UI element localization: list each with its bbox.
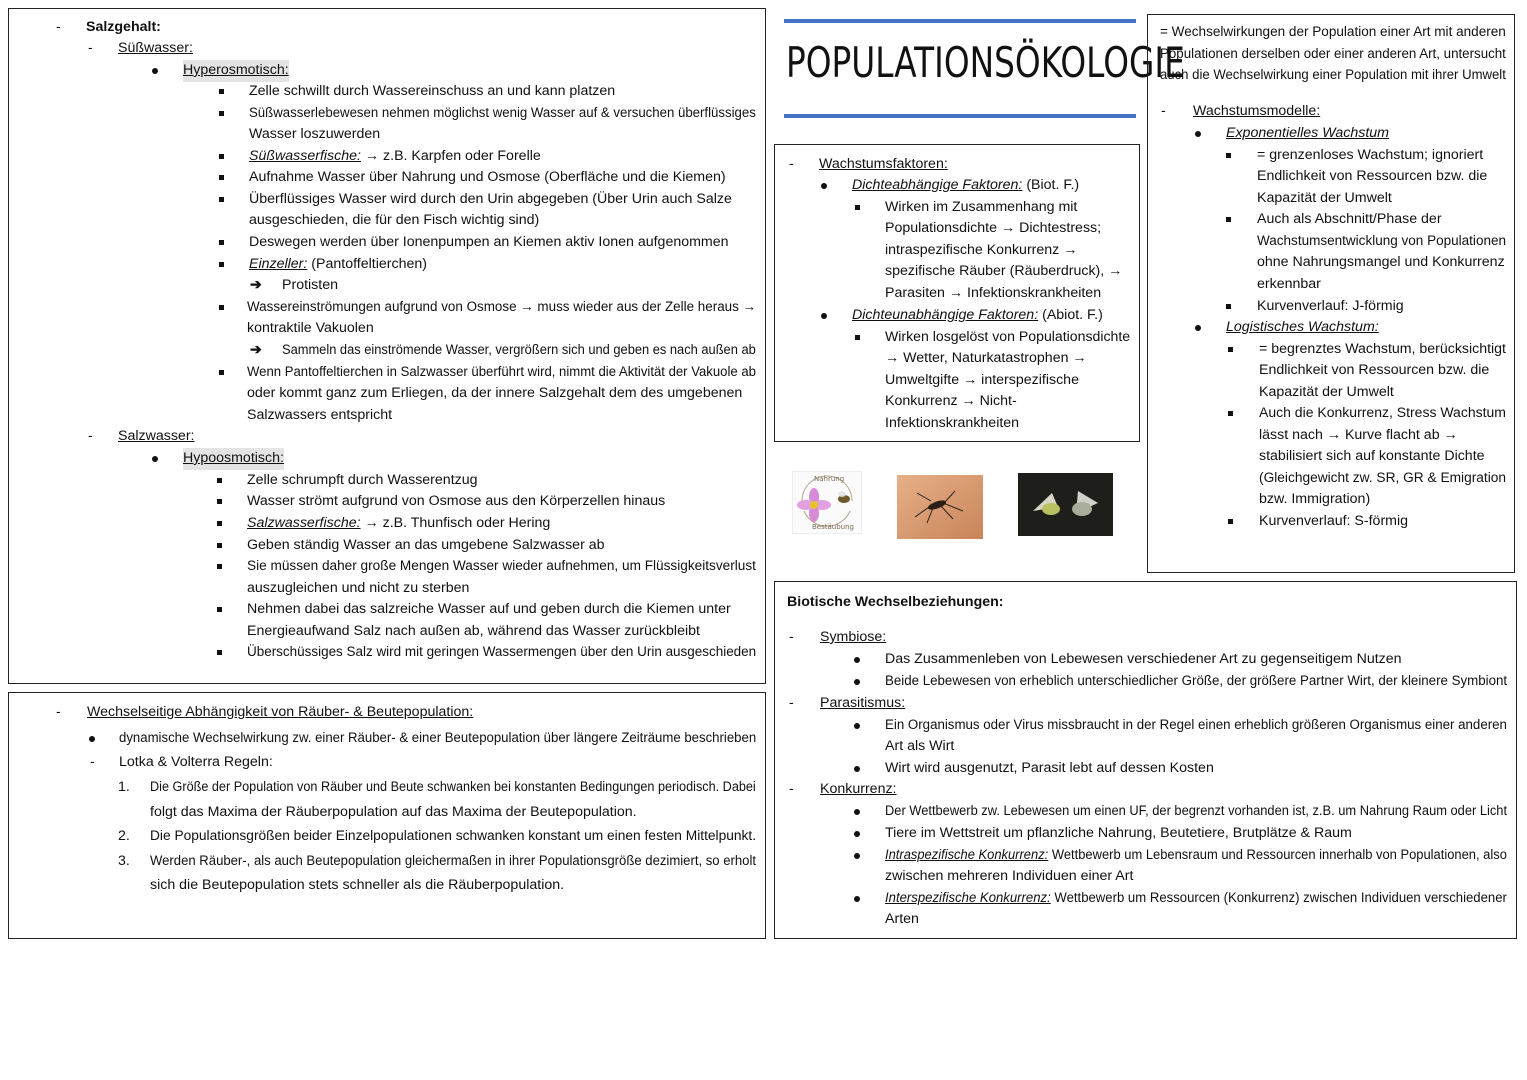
list-item: Beide Lebewesen von erheblich unterschiedlicher Größe, der größere Partner Wirt, der kleinere Symbiont (885, 673, 1508, 689)
term: Einzeller: (249, 256, 308, 272)
term: Dichteunabhängige Faktoren: (852, 307, 1039, 323)
bullet (821, 183, 827, 189)
list-item: Das Zusammenleben von Lebewesen verschiedener Art zu gegenseitigem Nutzen (885, 651, 1402, 667)
bullet (854, 896, 860, 902)
list-item-cont: Kapazität der Umwelt (1259, 384, 1394, 400)
bullet (1195, 131, 1201, 137)
list-subitem: Wirken im Zusammenhang mit (885, 199, 1078, 215)
list-item: Die Größe der Population von Räuber und Beute schwanken bei konstanten Bedingungen periodisch. Dabei (150, 779, 756, 795)
bullet (89, 736, 95, 742)
definition-line: auch die Wechselwirkung einer Population mit ihrer Umwelt (1160, 67, 1506, 83)
list-subitem: Wirken losgelöst von Populationsdichte (885, 329, 1131, 345)
bullet (1226, 217, 1231, 222)
wachstumsfaktoren-heading: Wachstumsfaktoren: (819, 156, 948, 172)
nahrung-label: Nahrung (814, 475, 845, 483)
list-item-cont: Endlichkeit von Ressourcen bzw. die (1257, 168, 1488, 184)
dash: - (789, 629, 794, 645)
list-item: Kurvenverlauf: J-förmig (1257, 298, 1404, 314)
bullet (219, 305, 224, 310)
symbiose-heading: Symbiose: (820, 629, 887, 645)
title-bar-bottom (784, 114, 1136, 118)
list-item-cont: zwischen mehreren Individuen einer Art (885, 868, 1134, 884)
hypoosmotisch-heading: Hypoosmotisch: (183, 448, 284, 470)
list-item: Ein Organismus oder Virus missbraucht in der Regel einen erheblich größeren Organismus einer anderen (885, 717, 1507, 733)
list-item-cont: oder kommt ganz zum Erliegen, da der innere Salzgehalt dem des umgebenen (247, 385, 743, 401)
bullet (854, 766, 860, 772)
list-subitem-cont: Parasiten → Infektionskrankheiten (885, 285, 1102, 301)
bullet (1228, 411, 1233, 416)
arrow-icon: ➔ (250, 342, 262, 358)
mosquito-image (897, 475, 983, 539)
pollination-image (792, 471, 862, 534)
list-item (885, 845, 1507, 867)
list-item: Überschüssiges Salz wird mit geringen Wassermengen über den Urin ausgeschieden (247, 644, 757, 660)
list-subitem: Protisten (282, 277, 338, 293)
list-item: Wassereinströmungen aufgrund von Osmose → muss wieder aus der Zelle heraus → (247, 299, 757, 315)
list-item: Nehmen dabei das salzreiche Wasser auf und geben durch die Kiemen unter (247, 601, 731, 617)
list-item-cont: kontraktile Vakuolen (247, 320, 374, 336)
list-item: Wirt wird ausgenutzt, Parasit lebt auf dessen Kosten (885, 760, 1214, 776)
list-item-cont: ohne Nahrungsmangel und Konkurrenz (1257, 254, 1505, 270)
bullet (821, 313, 827, 319)
text: → z.B. Karpfen oder Forelle (360, 148, 541, 164)
list-item: Wasser strömt aufgrund von Osmose aus den Körperzellen hinaus (247, 493, 666, 509)
bullet (1228, 347, 1233, 352)
birds-image (1018, 473, 1113, 536)
list-item: = begrenztes Wachstum, berücksichtigt (1259, 341, 1506, 357)
text: → z.B. Thunfisch oder Hering (360, 515, 551, 531)
list-item: Zelle schrumpft durch Wasserentzug (247, 472, 478, 488)
bullet (1226, 304, 1231, 309)
bullet (219, 370, 224, 375)
logistisches-heading: Logistisches Wachstum: (1226, 319, 1379, 335)
list-item-cont: Wachstumsentwicklung von Populationen (1257, 233, 1507, 249)
text: (Pantoffeltierchen) (307, 256, 427, 272)
list-item-cont: bzw. Immigration) (1259, 491, 1371, 507)
list-item-cont: Art als Wirt (885, 738, 955, 754)
list-item: Zelle schwillt durch Wassereinschuss an und kann platzen (249, 83, 616, 99)
bullet (217, 564, 222, 569)
bullet (152, 68, 158, 74)
dash: - (789, 156, 794, 172)
list-item: Der Wettbewerb zw. Lebewesen um einen UF, der begrenzt vorhanden ist, z.B. um Nahrung Raum oder Licht (885, 803, 1508, 819)
list-number: 1. (118, 779, 130, 795)
list-item-cont: Salzwassers entspricht (247, 407, 393, 423)
list-item (249, 254, 427, 276)
dash: - (789, 695, 794, 711)
bullet (1228, 519, 1233, 524)
list-item: Aufnahme Wasser über Nahrung und Osmose (Oberfläche und die Kiemen) (249, 169, 726, 185)
bullet (219, 111, 224, 116)
list-number: 2. (118, 828, 130, 844)
dash: - (56, 19, 61, 35)
list-subitem-cont: Umweltgifte → interspezifische (885, 372, 1079, 388)
bullet (1226, 153, 1231, 158)
list-subitem-cont: Konkurrenz → Nicht- (885, 393, 1017, 409)
list-item-cont: lässt nach → Kurve flacht ab → (1259, 427, 1458, 443)
term: Intraspezifische Konkurrenz: (885, 847, 1049, 863)
bullet (219, 175, 224, 180)
list-item (852, 175, 1079, 197)
dash: - (88, 428, 93, 444)
bullet (219, 240, 224, 245)
bullet (217, 478, 222, 483)
dash: - (88, 40, 93, 56)
list-item-cont: Wasser loszuwerden (249, 126, 381, 142)
wachstumsmodelle-heading: Wachstumsmodelle: (1193, 103, 1321, 119)
paragraph: dynamische Wechselwirkung zw. einer Räuber- & einer Beutepopulation über längere Zeiträume beschrieben (119, 730, 757, 746)
list-item (249, 146, 541, 168)
dash: - (1161, 103, 1166, 119)
bullet (854, 831, 860, 837)
list-item: Deswegen werden über Ionenpumpen an Kiemen aktiv Ionen aufgenommen (249, 234, 729, 250)
list-item-cont: (Gleichgewicht zw. SR, GR & Emigration (1259, 470, 1507, 486)
bullet (855, 205, 860, 210)
text: (Abiot. F.) (1038, 307, 1103, 323)
biotische-heading: Biotische Wechselbeziehungen: (787, 594, 1004, 610)
bullet (219, 89, 224, 94)
bullet (217, 521, 222, 526)
raeuber-beute-heading: Wechselseitige Abhängigkeit von Räuber- & Beutepopulation: (87, 704, 474, 720)
list-item-cont: ausgeschieden, die für den Fisch wichtig sind) (249, 212, 540, 228)
bullet (854, 853, 860, 859)
list-item: Süßwasserlebewesen nehmen möglichst wenig Wasser auf & versuchen überflüssiges (249, 105, 756, 121)
list-item: Sie müssen daher große Mengen Wasser wieder aufnehmen, um Flüssigkeitsverlust (247, 558, 756, 574)
hyperosmotisch-heading: Hyperosmotisch: (183, 60, 289, 82)
list-item-cont: Arten (885, 911, 919, 927)
page-title: POPULATIONSÖKOLOGIE (786, 38, 1185, 87)
dash: - (56, 704, 61, 720)
bullet (1195, 325, 1201, 331)
list-item: Überflüssiges Wasser wird durch den Urin abgegeben (Über Urin auch Salze (249, 191, 732, 207)
list-item-cont: Endlichkeit von Ressourcen bzw. die (1259, 362, 1490, 378)
list-item: Auch die Konkurrenz, Stress Wachstum (1259, 405, 1506, 421)
bestaeubung-label: Bestäubung (812, 523, 854, 531)
term: Salzwasserfische: (247, 515, 361, 531)
bullet (854, 809, 860, 815)
list-item: Die Populationsgrößen beider Einzelpopulationen schwanken konstant um einen festen Mittelpunkt. (150, 828, 757, 844)
list-number: 3. (118, 853, 130, 869)
bullet (219, 154, 224, 159)
list-item-cont: stabilisiert sich auf konstante Dichte (1259, 448, 1485, 464)
salzwasser-heading: Salzwasser: (118, 428, 195, 444)
parasitismus-heading: Parasitismus: (820, 695, 906, 711)
list-item: Geben ständig Wasser an das umgebene Salzwasser ab (247, 537, 605, 553)
list-subitem-cont: → Wetter, Naturkatastrophen → (885, 350, 1087, 366)
list-item (247, 513, 550, 535)
list-item: Werden Räuber-, als auch Beutepopulation gleichermaßen in ihrer Populationsgröße dezimiert, so erholt (150, 853, 757, 869)
text: Wettbewerb um Lebensraum und Ressourcen innerhalb von Populationen, also (1048, 847, 1507, 863)
bullet (854, 679, 860, 685)
list-subitem: Sammeln das einströmende Wasser, vergrößern sich und geben es nach außen ab (282, 342, 756, 358)
bullet (217, 543, 222, 548)
bullet (854, 723, 860, 729)
list-subitem-cont: intraspezifische Konkurrenz → (885, 242, 1078, 258)
list-subitem-cont: Populationsdichte → Dichtestress; (885, 220, 1102, 236)
term: Dichteabhängige Faktoren: (852, 177, 1023, 193)
bullet (219, 262, 224, 267)
list-item (885, 888, 1507, 910)
list-item: Kurvenverlauf: S-förmig (1259, 513, 1409, 529)
list-item-cont: Kapazität der Umwelt (1257, 190, 1392, 206)
bullet (855, 335, 860, 340)
exponentielles-heading: Exponentielles Wachstum (1226, 125, 1389, 141)
definition-line: = Wechselwirkungen der Population einer Art mit anderen (1160, 24, 1506, 40)
list-item-cont: erkennbar (1257, 276, 1321, 292)
bullet (217, 607, 222, 612)
list-item-cont: sich die Beutepopulation stets schneller als die Räuberpopulation. (150, 877, 565, 893)
dash: - (789, 781, 794, 797)
bullet (217, 499, 222, 504)
definition-line: Populationen derselben oder einer anderen Art, untersucht (1160, 46, 1506, 62)
text: Wettbewerb um Ressourcen (Konkurrenz) zwischen Individuen verschiedener (1050, 890, 1507, 906)
konkurrenz-heading: Konkurrenz: (820, 781, 897, 797)
term: Interspezifische Konkurrenz: (885, 890, 1051, 906)
salzgehalt-heading: Salzgehalt: (86, 19, 161, 35)
list-item-cont: Energieaufwand Salz nach außen ab, während das Wasser zurückbleibt (247, 623, 700, 639)
list-item: = grenzenloses Wachstum; ignoriert (1257, 147, 1484, 163)
dash: - (90, 754, 95, 770)
arrow-icon: ➔ (250, 277, 262, 293)
bullet (854, 657, 860, 663)
suesswasser-heading: Süßwasser: (118, 40, 193, 56)
list-subitem-cont: spezifische Räuber (Räuberdruck), → (885, 263, 1123, 279)
list-item-cont: auszugleichen und nicht zu sterben (247, 580, 470, 596)
bullet (217, 650, 222, 655)
list-item: Auch als Abschnitt/Phase der (1257, 211, 1442, 227)
text: (Biot. F.) (1022, 177, 1080, 193)
list-item: Tiere im Wettstreit um pflanzliche Nahrung, Beutetiere, Brutplätze & Raum (885, 825, 1352, 841)
term: Süßwasserfische: (249, 148, 361, 164)
list-item (852, 305, 1103, 327)
bullet (219, 197, 224, 202)
lotka-heading: Lotka & Volterra Regeln: (119, 754, 273, 770)
list-item-cont: folgt das Maxima der Räuberpopulation auf das Maxima der Beutepopulation. (150, 804, 637, 820)
title-bar-top (784, 19, 1136, 23)
list-item: Wenn Pantoffeltierchen in Salzwasser überführt wird, nimmt die Aktivität der Vakuole ab (247, 364, 756, 380)
list-subitem-cont: Infektionskrankheiten (885, 415, 1020, 431)
bullet (152, 456, 158, 462)
